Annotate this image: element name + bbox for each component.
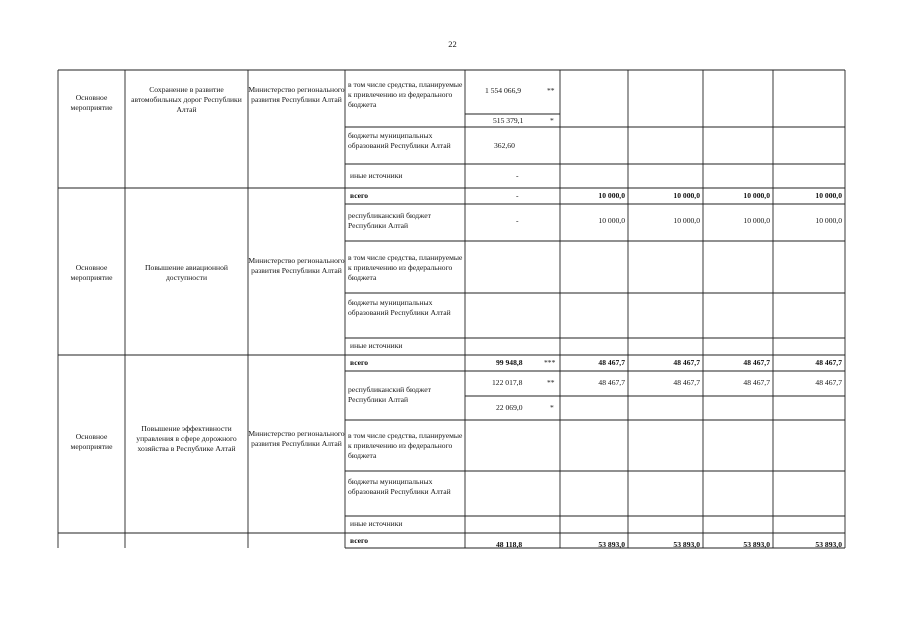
event-name: Сохранение в развитие автомобильных дорог Республики Алтай xyxy=(131,85,242,114)
footnote-mark: *** xyxy=(544,358,556,367)
executor-name: Министерство регионального развития Республики Алтай xyxy=(248,85,345,104)
year-value: 48 467,7 xyxy=(673,378,700,387)
footnote-mark: * xyxy=(550,116,554,125)
year-value: 48 467,7 xyxy=(815,358,842,367)
footnote-mark: ** xyxy=(547,86,555,95)
year-value: 53 893,0 xyxy=(598,540,625,549)
year-value: 53 893,0 xyxy=(815,540,842,549)
funding-source: в том числе средства, планируемые к привлечению из федерального бюджета xyxy=(348,431,463,460)
funding-source: бюджеты муниципальных образований Республики Алтай xyxy=(348,131,451,150)
year-value: 48 467,7 xyxy=(598,358,625,367)
funding-source: иные источники xyxy=(350,341,403,350)
funding-source: иные источники xyxy=(350,171,403,180)
total-value: 99 948,8 xyxy=(496,358,523,367)
year-value: 53 893,0 xyxy=(743,540,770,549)
event-name: Повышение эффективности управления в сфере дорожного хозяйства в Республике Алтай xyxy=(136,424,237,453)
funding-source: всего xyxy=(350,191,369,200)
year-value: 10 000,0 xyxy=(743,216,770,225)
funding-source: бюджеты муниципальных образований Республики Алтай xyxy=(348,298,451,317)
executor-name: Министерство регионального развития Республики Алтай xyxy=(248,256,345,275)
total-value: 362,60 xyxy=(494,141,515,150)
year-value: 10 000,0 xyxy=(598,216,625,225)
year-value: 10 000,0 xyxy=(815,216,842,225)
funding-source: всего xyxy=(350,358,369,367)
funding-source: в том числе средства, планируемые к привлечению из федерального бюджета xyxy=(348,80,463,109)
total-value: 22 069,0 xyxy=(496,403,523,412)
year-value: 10 000,0 xyxy=(598,191,625,200)
footnote-mark: * xyxy=(550,403,554,412)
event-name: Повышение авиационной доступности xyxy=(145,263,228,282)
total-value: - xyxy=(516,191,519,200)
total-value: 1 554 066,9 xyxy=(485,86,522,95)
funding-source: республиканский бюджет Республики Алтай xyxy=(348,211,431,230)
year-value: 10 000,0 xyxy=(673,216,700,225)
year-value: 48 467,7 xyxy=(743,358,770,367)
footnote-mark: ** xyxy=(547,378,555,387)
event-type-label: Основное мероприятие xyxy=(70,432,113,451)
year-value: 10 000,0 xyxy=(743,191,770,200)
funding-source: иные источники xyxy=(350,519,403,528)
total-value: - xyxy=(516,171,519,180)
total-value: - xyxy=(516,216,519,225)
year-value: 10 000,0 xyxy=(815,191,842,200)
executor-name: Министерство регионального развития Республики Алтай xyxy=(248,429,345,448)
event-type-label: Основное мероприятие xyxy=(70,93,113,112)
year-value: 48 467,7 xyxy=(815,378,842,387)
year-value: 10 000,0 xyxy=(673,191,700,200)
year-value: 48 467,7 xyxy=(598,378,625,387)
funding-source: всего xyxy=(350,536,369,545)
total-value: 48 118,8 xyxy=(496,540,523,549)
year-value: 48 467,7 xyxy=(743,378,770,387)
year-value: 53 893,0 xyxy=(673,540,700,549)
event-type-label: Основное мероприятие xyxy=(70,263,113,282)
year-value: 48 467,7 xyxy=(673,358,700,367)
funding-source: бюджеты муниципальных образований Республики Алтай xyxy=(348,477,451,496)
page-number: 22 xyxy=(448,39,457,49)
funding-source: республиканский бюджет Республики Алтай xyxy=(348,385,431,404)
funding-source: в том числе средства, планируемые к привлечению из федерального бюджета xyxy=(348,253,463,282)
total-value: 122 017,8 xyxy=(492,378,523,387)
total-value: 515 379,1 xyxy=(493,116,524,125)
